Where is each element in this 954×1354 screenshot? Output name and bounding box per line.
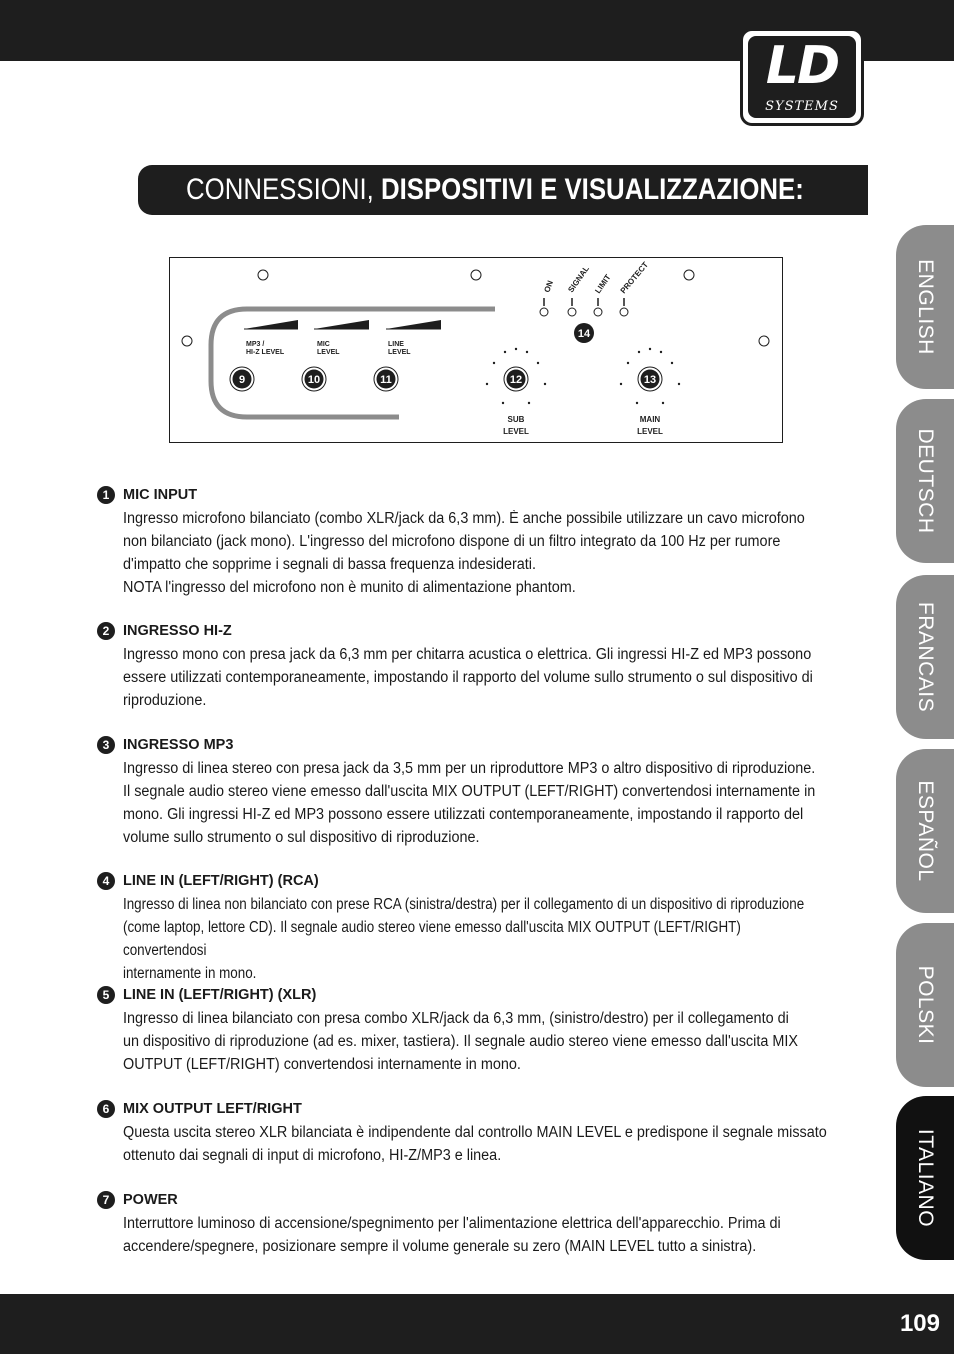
section-header xyxy=(96,1190,866,1212)
body-line: Ingresso microfono bilanciato (combo XLR/jack da 6,3 mm). È anche possibile utilizzare un cavo microfono xyxy=(123,510,805,527)
section-number-badge: 5 xyxy=(97,986,115,1004)
body-line: essere utilizzati contemporaneamente, impostando il rapporto del volume sullo strumento o sul dispositivo di xyxy=(123,669,813,686)
page-title-banner xyxy=(138,165,868,215)
section-title: MIX OUTPUT LEFT/RIGHT xyxy=(123,1101,302,1117)
section-title: INGRESSO MP3 xyxy=(123,737,234,753)
section-ingresso-hi-z xyxy=(96,621,866,712)
body-line: un dispositivo di riproduzione (ad es. mixer, tastiera). Il segnale audio stereo viene emesso dall'uscita MIX xyxy=(123,1033,799,1050)
section-title: MIC INPUT xyxy=(123,487,198,503)
body-line: Ingresso di linea non bilanciato con prese RCA (sinistra/destra) per il collegamento di un dispositivo di riproduzione xyxy=(123,896,805,913)
knob-9[interactable] xyxy=(230,367,254,391)
section-line-in-rca xyxy=(96,871,866,985)
knob-number: 9 xyxy=(238,374,246,386)
body-line: NOTA l'ingresso del microfono non è munito di alimentazione phantom. xyxy=(123,579,576,596)
section-body xyxy=(123,757,858,849)
section-mix-output xyxy=(96,1099,866,1167)
device-panel-diagram xyxy=(169,257,783,444)
indicator-label: ON xyxy=(542,279,555,294)
page-title xyxy=(186,173,804,207)
section-body xyxy=(123,507,858,599)
body-line: Ingresso di linea bilanciato con presa combo XLR/jack da 6,3 mm, (sinistro/destro) per il collegamento di xyxy=(123,1010,789,1027)
main-level-label-1: MAIN xyxy=(639,415,661,424)
body-line: accendere/spegnere, posizionare sempre il volume generale su zero (MAIN LEVEL tutto a sinistra). xyxy=(123,1238,757,1255)
page-title-bold: DISPOSITIVI E VISUALIZZAZIONE: xyxy=(380,173,804,206)
lang-tab-espanol[interactable] xyxy=(896,749,954,913)
logo-background xyxy=(748,36,856,118)
section-number-badge: 7 xyxy=(97,1191,115,1209)
body-line: non bilanciato (jack mono). L'ingresso del microfono dispone di un filtro integrato da 100 Hz per rumore xyxy=(123,533,781,550)
mic-level-label-1: MIC xyxy=(317,341,330,348)
knob-number: 11 xyxy=(380,374,392,386)
main-level-label-2: LEVEL xyxy=(637,427,663,436)
logo-ld-text: LD xyxy=(765,36,839,96)
section-line-in-xlr xyxy=(96,985,866,1076)
callout-number: 14 xyxy=(577,328,591,340)
line-level-label-2: LEVEL xyxy=(388,349,411,356)
body-line: Questa uscita stereo XLR bilanciata è indipendente dal controllo MAIN LEVEL e predispone il segnale missato xyxy=(123,1124,827,1141)
body-line: internamente in mono. xyxy=(123,965,257,982)
body-line: ottenuto dai segnali di input di microfono, HI-Z/MP3 e linea. xyxy=(123,1147,502,1164)
indicator-callout-14 xyxy=(574,323,594,343)
main-level-knob[interactable] xyxy=(638,367,662,391)
lang-tab-label: ENGLISH xyxy=(914,259,937,355)
bottom-bar xyxy=(0,1294,954,1354)
lang-tab-italiano[interactable] xyxy=(896,1096,954,1260)
section-body xyxy=(123,1121,858,1167)
section-number-badge: 6 xyxy=(97,1100,115,1118)
lang-tab-polski[interactable] xyxy=(896,923,954,1087)
page-number: 109 xyxy=(899,1310,940,1337)
section-number-badge: 4 xyxy=(97,872,115,890)
section-body xyxy=(123,1007,858,1076)
mp3-level-label-2: HI-Z LEVEL xyxy=(246,349,285,356)
section-power xyxy=(96,1190,866,1258)
lang-tab-label: FRANCAIS xyxy=(914,601,937,713)
lang-tab-english[interactable] xyxy=(896,225,954,389)
body-line: OUTPUT (LEFT/RIGHT) convertendosi internamente in mono. xyxy=(123,1056,521,1073)
section-ingresso-mp3 xyxy=(96,735,866,849)
section-number-badge: 1 xyxy=(97,486,115,504)
sub-level-label-2: LEVEL xyxy=(503,427,529,436)
body-line: riproduzione. xyxy=(123,692,207,709)
section-header xyxy=(96,1099,866,1121)
knob-10[interactable] xyxy=(302,367,326,391)
section-header xyxy=(96,621,866,643)
knob-11[interactable] xyxy=(374,367,398,391)
body-line: Il segnale audio stereo viene emesso dall'uscita MIX OUTPUT (LEFT/RIGHT) convertendosi internamente in xyxy=(123,783,816,800)
section-title: POWER xyxy=(123,1192,178,1208)
section-header xyxy=(96,735,866,757)
lang-tab-label: ITALIANO xyxy=(914,1128,937,1228)
body-line: mono. Gli ingressi HI-Z ed MP3 possono essere utilizzati contemporaneamente, impostando il rapporto del xyxy=(123,806,804,823)
section-title: LINE IN (LEFT/RIGHT) (RCA) xyxy=(123,873,319,889)
mic-level-label-2: LEVEL xyxy=(317,349,340,356)
lang-tab-label: POLSKI xyxy=(914,965,937,1045)
section-body xyxy=(123,1212,858,1258)
body-line: volume sullo strumento o sul dispositivo di riproduzione. xyxy=(123,829,480,846)
indicator-label: LIMIT xyxy=(593,272,613,296)
body-line: Ingresso mono con presa jack da 6,3 mm per chitarra acustica o elettrica. Gli ingressi HI-Z ed MP3 possono xyxy=(123,646,812,663)
knob-number: 13 xyxy=(643,374,657,386)
section-header xyxy=(96,871,866,893)
lang-tab-label: ESPAÑOL xyxy=(914,780,937,882)
section-title: INGRESSO HI-Z xyxy=(123,623,232,639)
sub-level-label-1: SUB xyxy=(507,415,525,424)
logo-systems-text: SYSTEMS xyxy=(765,99,839,114)
section-body xyxy=(123,893,806,985)
lang-tab-deutsch[interactable] xyxy=(896,399,954,563)
mp3-level-label-1: MP3 / xyxy=(246,341,265,348)
body-line: Interruttore luminoso di accensione/spegnimento per l'alimentazione elettrica dell'apparecchio. Prima di xyxy=(123,1215,781,1232)
ld-systems-logo xyxy=(740,28,864,126)
body-line: d'impatto che sopprime i segnali di bassa frequenza indesiderati. xyxy=(123,556,537,573)
body-line: (come laptop, lettore CD). Il segnale audio stereo viene emesso dall'uscita MIX OUTPUT (LEFT/RIGHT) convertendosi xyxy=(123,919,741,959)
page-title-light: CONNESSIONI, xyxy=(186,173,381,206)
lang-tab-francais[interactable] xyxy=(896,575,954,739)
section-title: LINE IN (LEFT/RIGHT) (XLR) xyxy=(123,987,317,1003)
section-header xyxy=(96,985,866,1007)
section-mic-input xyxy=(96,485,866,599)
knob-number: 10 xyxy=(307,374,321,386)
line-level-label-1: LINE xyxy=(388,341,404,348)
indicator-label: SIGNAL xyxy=(566,264,591,295)
knob-number: 12 xyxy=(509,374,523,386)
section-number-badge: 3 xyxy=(97,736,115,754)
section-body xyxy=(123,643,858,712)
lang-tab-label: DEUTSCH xyxy=(914,428,937,534)
sub-level-knob[interactable] xyxy=(504,367,528,391)
section-number-badge: 2 xyxy=(97,622,115,640)
indicator-label: PROTECT xyxy=(618,260,651,296)
body-line: Ingresso di linea stereo con presa jack da 3,5 mm per un riproduttore MP3 o altro dispositivo di riproduzione. xyxy=(123,760,816,777)
section-header xyxy=(96,485,866,507)
